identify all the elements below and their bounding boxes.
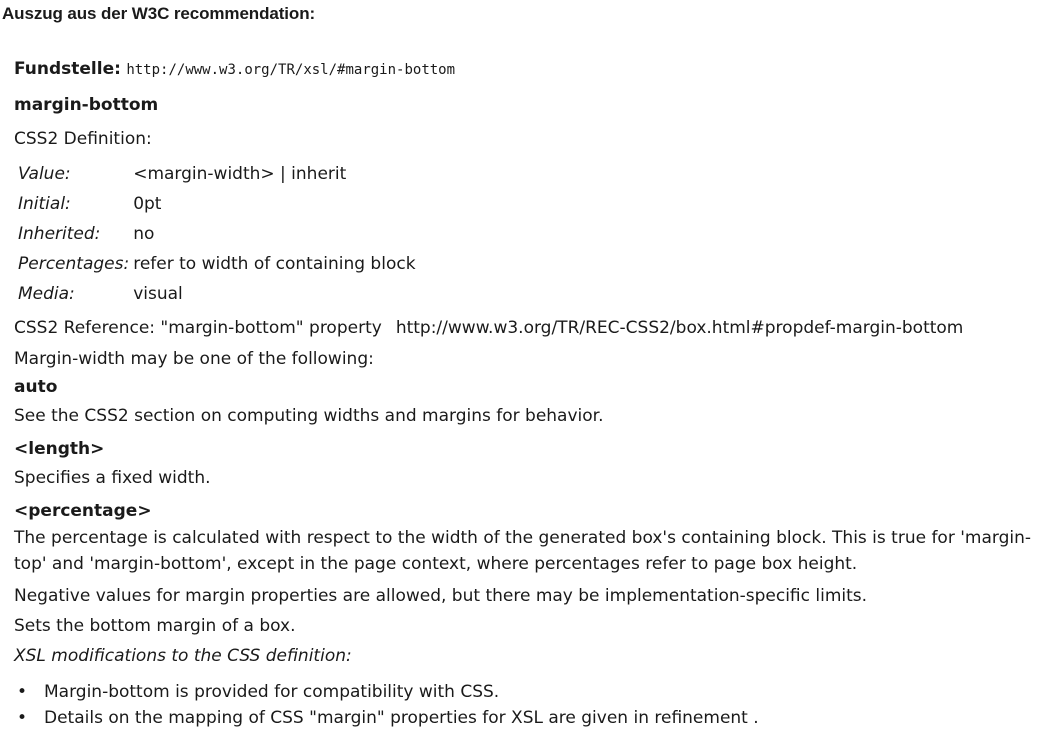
sets-paragraph: Sets the bottom margin of a box. xyxy=(14,616,296,636)
definition-key: Value: xyxy=(18,164,71,184)
negative-values-paragraph: Negative values for margin properties are allowed, but there may be implementation-specific limits. xyxy=(14,586,868,606)
term-auto: auto xyxy=(14,377,58,397)
source-line xyxy=(14,57,1044,85)
css2-definition-label: CSS2 Definition: xyxy=(14,129,152,149)
list-item-text: Details on the mapping of CSS "margin" properties for XSL are given in refinement . xyxy=(44,708,759,728)
definition-value: no xyxy=(133,224,155,244)
css2-reference-link[interactable]: http://www.w3.org/TR/REC-CSS2/box.html#propdef-margin-bottom xyxy=(395,318,964,338)
term-length: <length> xyxy=(14,439,105,459)
xsl-modifications-list xyxy=(14,679,1044,731)
definition-key: Inherited: xyxy=(18,224,101,244)
definition-key: Initial: xyxy=(18,194,71,214)
source-url-link[interactable]: http://www.w3.org/TR/xsl/#margin-bottom xyxy=(126,62,456,78)
xsl-modifications-label: XSL modifications to the CSS definition: xyxy=(14,646,352,666)
term-percentage: <percentage> xyxy=(14,501,152,521)
definition-value: visual xyxy=(133,284,183,304)
term-percentage-description: The percentage is calculated with respect to the width of the generated box's containing block. This is true for 'margin-top' and 'margin-bottom', except in the page context, where percentages refer to page box height. xyxy=(14,528,1031,574)
definition-key: Media: xyxy=(18,284,75,304)
definition-row-percentages xyxy=(16,249,418,279)
css2-reference-text: CSS2 Reference: "margin-bottom" property xyxy=(14,318,382,338)
bullet-icon: • xyxy=(17,682,28,702)
definition-row-initial xyxy=(16,189,418,219)
term-auto-description: See the CSS2 section on computing widths and margins for behavior. xyxy=(14,406,604,426)
term-length-description: Specifies a fixed width. xyxy=(14,468,211,488)
definition-table xyxy=(16,159,418,309)
definition-key: Percentages: xyxy=(18,254,130,274)
property-title: margin-bottom xyxy=(14,95,159,115)
definition-value: <margin-width> | inherit xyxy=(133,164,347,184)
page-heading: Auszug aus der W3C recommendation: xyxy=(2,4,316,23)
list-item-text: Margin-bottom is provided for compatibility with CSS. xyxy=(44,682,500,702)
definition-row-value xyxy=(16,159,418,189)
bullet-icon: • xyxy=(17,708,28,728)
definition-value: refer to width of containing block xyxy=(133,254,416,274)
css2-reference-line xyxy=(14,312,1044,344)
definition-row-inherited xyxy=(16,219,418,249)
list-item xyxy=(14,679,1044,705)
definition-value: 0pt xyxy=(133,194,162,214)
source-label: Fundstelle: xyxy=(14,59,121,79)
list-item xyxy=(14,705,1044,731)
definition-row-media xyxy=(16,279,418,309)
document-content xyxy=(14,57,1044,731)
margin-width-intro: Margin-width may be one of the following: xyxy=(14,349,374,369)
